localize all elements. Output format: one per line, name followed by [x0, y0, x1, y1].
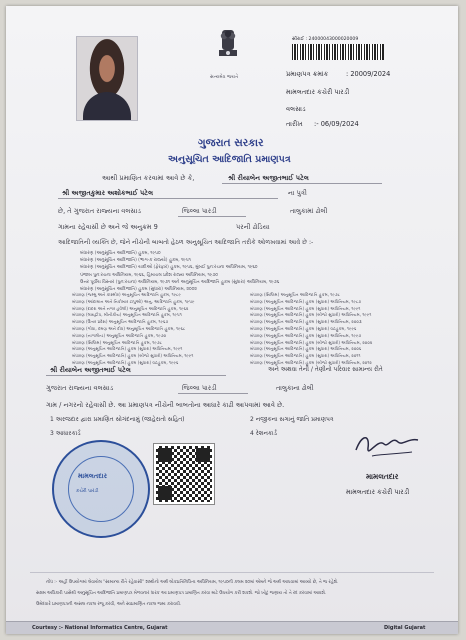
underline-2: [58, 198, 278, 199]
underline-3: [178, 216, 246, 217]
photo-shoulders: [83, 92, 131, 120]
order-right-line: બંધારણ (અનુસૂચિત આદિજાતિ) હુકમ (બીજો સુધારો) અધિનિયમ, ૨૦૧૨: [250, 360, 372, 365]
order-left-line: બંધારણ (નાગાલેન્ડ) અનુસૂચિત આદિજાતિ હુકમ, ૧૯૭૦: [72, 332, 167, 338]
line1-prefix: આથી પ્રમાણિત કરવામાં આવે છે કે,: [102, 174, 195, 182]
residence-text: અને અથવા તેની / તેણીનો પરિવાર સામાન્ય રીતે: [268, 366, 383, 373]
note-line: નોંધ :- અહીં ઉપયોગમાં લેવાયેલ "સામાન્ય રીતે રહેવાસી" શબ્દોનો અર્થ લોકપ્રતિનિધિત્વ અધિનિયમ, ૧૯૫૦ની કલમ ૨૦માં એમને જે અર્થ આપવામાં આવ્યો છે, તે જ રહેશે.: [46, 580, 339, 585]
order-left-line: બંધારણ (લક્ષદ્વીપ, મીનીકોય) અનુસૂચિત આદિજાતિ હુકમ, ૧૯૫૧: [72, 312, 182, 318]
order-heading-line: પંજાબ પુનઃરચના અધિનિયમ, ૧૯૬૬, હિમાચલ પ્રદેશ રાજ્ય અધિનિયમ, ૧૯૭૦: [80, 272, 218, 278]
line3-district: જિલ્લા પારડી: [182, 207, 217, 215]
emblem-caption: સત્યમેવ જયતે: [210, 75, 239, 80]
order-right-line: બંધારણ (સિક્કિમ) અનુસૂચિત આદિજાતિ હુકમ, ૧૯૭૮: [250, 292, 341, 297]
holder-name: શ્રી રીયાબેન અજીતભાઈ પટેલ: [228, 174, 309, 182]
applicant-photo: [76, 36, 138, 121]
underline-6: [46, 375, 226, 376]
date-label: તારીખ: [286, 120, 303, 128]
order-right-line: બંધારણ (અનુસૂચિત આદિજાતિ) હુકમ (સુધારા) અધિનિયમ, ૨૦૦૬: [250, 346, 362, 352]
line7-district: જિલ્લા પારડી: [182, 384, 217, 392]
government-title: ગુજરાત સરકાર: [198, 137, 264, 149]
order-left-line: બંધારણ (જમ્મુ અને કાશ્મીર) અનુસૂચિત આદિજાતિ હુકમ, ૧૯૮૯: [72, 292, 181, 297]
order-left-line: બંધારણ (ઉત્તર પ્રદેશ) અનુસૂચિત આદિજાતિ હુકમ, ૧૯૬૭: [72, 319, 169, 325]
office-stamp: [52, 440, 150, 538]
signature-icon: [352, 428, 422, 464]
order-right-line: બંધારણ (અનુસૂચિત આદિજાતિ) હુકમ (સુધારા) અધિનિયમ, ૧૯૮૭: [250, 298, 362, 304]
doc-3: 3 આધારકાર્ડ: [50, 430, 81, 437]
order-heading-line: બંધારણ (અનુસૂચિત આદિજાતિ) હુકમ, ૧૯૫૦: [80, 251, 161, 256]
stamp-line-2: કચેરી પારડી: [76, 489, 99, 494]
footer-brand: Digital Gujarat: [384, 625, 426, 631]
underline-7: [178, 393, 248, 394]
holder-name-2: શ્રી રીયાબેન અજીતભાઈ પટેલ: [50, 366, 131, 374]
order-right-line: બંધારણ (અનુસૂચિત આદિજાતિ) હુકમ (સુધારા) વટહુકમ, ૧૯૯૬: [250, 326, 357, 331]
order-left-line: બંધારણ (ગોવા, દમણ અને દીવ) અનુસૂચિત આદિજાતિ હુકમ, ૧૯૬૮: [72, 326, 186, 331]
order-right-line: બંધારણ (અનુસૂચિત આદિજાતિ) હુકમ (સુધારા) અધિનિયમ, ૨૦૧૧: [250, 353, 361, 359]
order-left-line: બંધારણ (અનુસૂચિત આદિજાતિ) હુકમ (સુધારા) અધિનિયમ, ૧૯૯૧: [72, 346, 183, 352]
line7-state: ગુજરાત રાજ્યના વલસાડ: [46, 384, 114, 392]
national-emblem-icon: [214, 28, 242, 72]
order-left-line: બંધારણ (સિક્કિમ) અનુસૂચિત આદિજાતિ હુકમ, ૧૯૭૮: [72, 339, 163, 345]
order-heading-line: બંધારણ (અનુસૂચિત આદિજાતિ) હુકમ (સુધારા) અધિનિયમ, ૨૦૦૨: [80, 287, 197, 292]
certificate-sheet: [6, 6, 458, 634]
doc-2: 2 નજીકના સગાનું જાતિ પ્રમાણપત્ર: [250, 416, 334, 423]
cert-no-label: પ્રમાણપત્ર ક્રમાંક: [286, 70, 329, 78]
line5-statement: આદિજાતિની વ્યક્તિ છે, જેને નીચેની બાબતો હેઠળ અનુસૂચિત આદિજાતિ તરીકે ઓળખવામાં આવે છે :-: [58, 239, 314, 246]
order-right-line: બંધારણ (અનુસૂચિત આદિજાતિ) હુકમ (બીજો સુધારો) અધિનિયમ, ૨૦૦૨: [250, 339, 373, 345]
relation-text: ના પુત્રી: [288, 189, 307, 197]
order-left-line: બંધારણ (અનુસૂચિત આદિજાતિ) હુકમ (સુધારા) વટહુકમ, ૧૯૯૬: [72, 360, 179, 365]
notes-divider: [30, 572, 434, 573]
order-right-line: બંધારણ (અનુસૂચિત આદિજાતિ) હુકમ (સુધારા) અધિનિયમ, ૧૯૯૭: [250, 332, 362, 338]
order-right-line: બંધારણ (અનુસૂચિત આદિજાતિ) હુકમ (બીજો સુધારો) અધિનિયમ, ૧૯૯૧: [250, 312, 372, 318]
cert-no: : 20009/2024: [346, 70, 391, 78]
stamp-line-1: મામલતદાર: [78, 472, 107, 480]
order-right-line: બંધારણ (અનુસૂચિત આદિજાતિ) હુકમ (સુધારા) અધિનિયમ, ૧૯૯૧: [250, 305, 361, 311]
order-left-line: બંધારણ (દાદરા અને નગર હવેલી) અનુસૂચિત આદિજાતિ હુકમ, ૧૯૬૨: [72, 305, 189, 311]
note-line: સક્ષમ અધિકારી પાસેથી અનુસૂચિત આદિજાતિ પ્રમાણપત્ર મેળવનાર ધારક આ પ્રમાણપત્ર પ્રમાણિત કરવા માટે ઉપયોગ કરી શકશે. જો ખોટું જણાય તો તે રદ કરવામાં આવશે.: [36, 591, 327, 596]
footer-courtesy: Courtesy :- National Informatics Centre, Gujarat: [32, 625, 168, 631]
doc-4: 4 રેશનકાર્ડ: [250, 430, 277, 437]
signatory-title: મામલતદાર: [366, 472, 399, 481]
issue-date: :- 06/09/2024: [314, 120, 359, 128]
barcode: [292, 44, 384, 60]
basis-statement: ગામ / નગરનો રહેવાસી છે. આ પ્રમાણપત્ર નીચેની બાબતોના આધારે કાઢી આપવામાં આવે છે.: [46, 401, 285, 409]
line7-taluka: તાલુકાના ઢોલી: [276, 384, 314, 392]
office-district: વલસાડ: [286, 105, 306, 113]
order-right-line: બંધારણ (અનુસૂચિત આદિજાતિ) હુકમ (સુધારા) અધિનિયમ, ૨૦૦૩: [250, 319, 362, 325]
qr-code: [154, 444, 214, 504]
underline-1: [222, 183, 382, 184]
barcode-text: સીરાઈ : 24000043000020009: [292, 37, 359, 42]
order-heading-line: બંધારણ (અનુસૂચિત આદિજાતિ) યાદીઓ (ફેરફાર) હુકમ, ૧૯૫૬, મુંબઈ પુનઃરચના અધિનિયમ, ૧૯૬૦: [80, 265, 258, 271]
order-left-line: બંધારણ (આંદામાન અને નિકોબાર ટાપુઓ) અનુ. આદિજાતિ હુકમ, ૧૯૫૯: [72, 298, 195, 304]
father-name: શ્રી અજીતકુમાર અશોકભાઈ પટેલ: [62, 189, 154, 197]
office-name: મામલતદાર કચેરી પારડી: [286, 88, 350, 96]
line3-taluka: તાલુકામાં ઢોલી: [290, 207, 328, 215]
line3-state: છે, તે ગુજરાત રાજ્યના વલસાડ: [58, 207, 141, 215]
order-heading-line: બંધારણ (અનુસૂચિત આદિજાતિ) (ભાગ-ક રાજ્યો) હુકમ, ૧૯૫૧: [80, 258, 191, 264]
signatory-office: મામલતદાર કચેરી પારડી: [346, 488, 410, 496]
order-left-line: બંધારણ (અનુસૂચિત આદિજાતિ) હુકમ (બીજો સુધારો) અધિનિયમ, ૧૯૯૧: [72, 353, 194, 359]
line4-serial: ગામના રહેવાસી છે અને જે અનુક્રમ 9: [58, 223, 158, 231]
note-line: ઉમેદવારે પ્રમાણપત્રની અસલ નકલ રજૂ કરવી, અને સ્વપ્રમાણિત નકલ જમા કરાવવી.: [36, 602, 182, 607]
doc-1: 1 અરજદાર દ્વારા પ્રમાણિત સોગંદનામું (જાહેરાતો સહિત): [50, 416, 185, 423]
certificate-title: અનુસૂચિત આદિજાતિ પ્રમાણપત્ર: [168, 154, 291, 165]
order-heading-line: ઉત્તર પૂર્વીય વિસ્તાર (પુનઃરચના) અધિનિયમ, ૧૯૭૧ અને અનુસૂચિત આદિજાતિ હુકમ (સુધારા) અધિનિયમ, ૧૯૭૬: [80, 279, 280, 285]
line4-tribe: પરની ઢોડિયા: [236, 223, 270, 231]
footer-bar: [6, 621, 458, 634]
